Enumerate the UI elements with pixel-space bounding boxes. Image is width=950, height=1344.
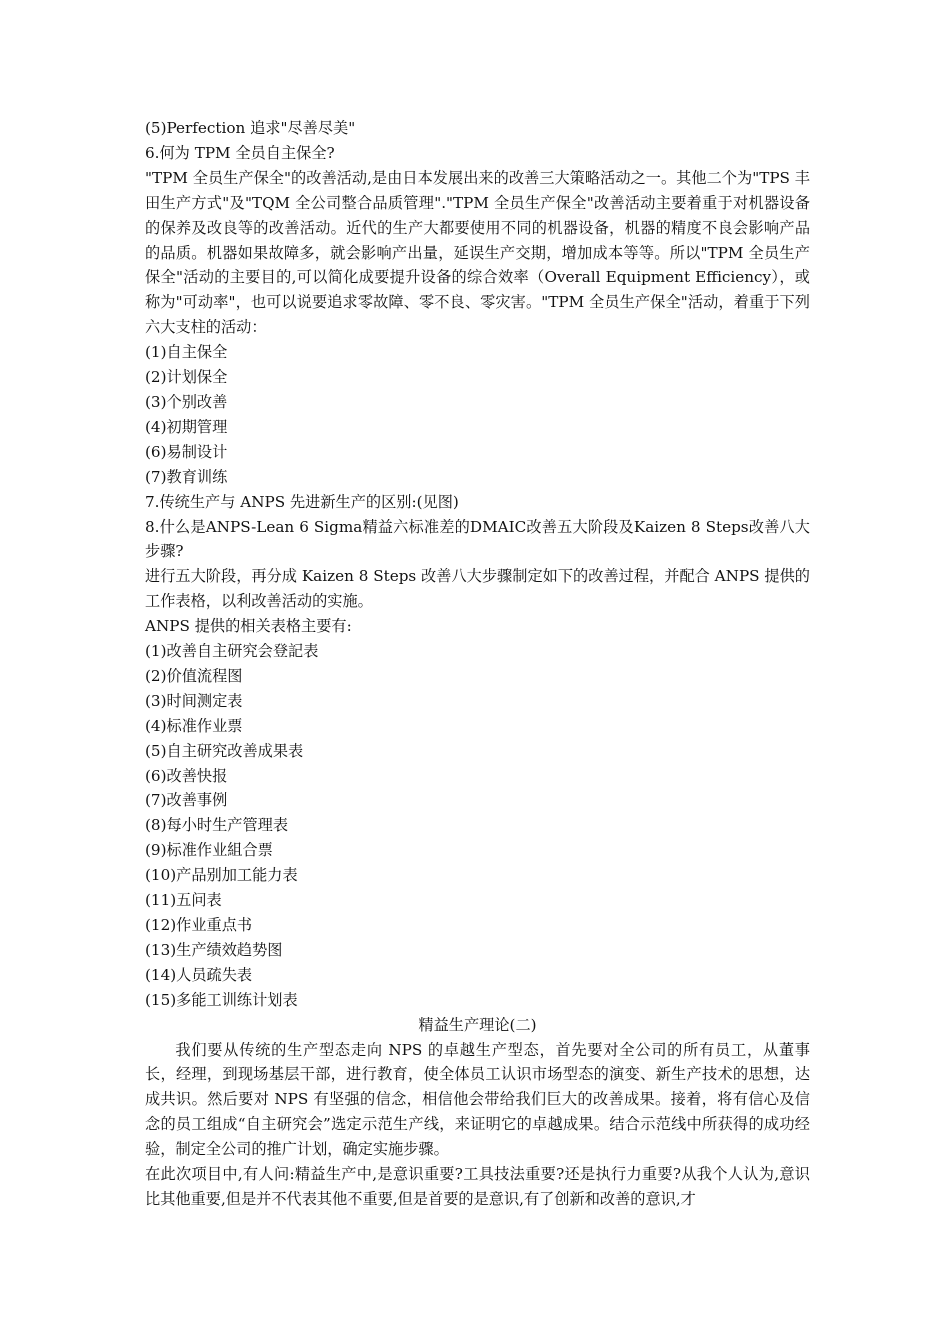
- question-7: 7.传统生产与 ANPS 先进新生产的区别:(见图): [145, 492, 459, 511]
- list-item: (2)计划保全: [145, 368, 228, 387]
- list-item: (4)标准作业票: [145, 716, 243, 735]
- list-item: (13)生产绩效趋势图: [145, 940, 283, 959]
- list-item: (1)改善自主研究会登記表: [145, 642, 319, 661]
- anps-forms-list: [145, 639, 810, 1013]
- list-item: (4)初期管理: [145, 417, 228, 436]
- list-item: (7)改善事例: [145, 791, 228, 810]
- list-item: (14)人员疏失表: [145, 965, 253, 984]
- list-item: (12)作业重点书: [145, 916, 253, 934]
- section-title: 精益生产理论(二): [418, 1015, 537, 1034]
- body-paragraph: 在此次项目中,有人问:精益生产中,是意识重要?工具技法重要?还是执行力重要?从我个人认为,意识比其他重要,但是并不代表其他不重要,但是首要的是意识,有了创新和改善的意识,才: [145, 1165, 810, 1208]
- list-item: (8)每小时生产管理表: [145, 816, 289, 835]
- list-item: (7)教育训练: [145, 467, 228, 486]
- list-item: (3)个别改善: [145, 392, 228, 411]
- list-item: (1)自主保全: [145, 343, 228, 362]
- question-6-heading: 6.何为 TPM 全员自主保全?: [145, 143, 335, 162]
- list-item: (9)标准作业組合票: [145, 841, 273, 860]
- list-item: (5)自主研究改善成果表: [145, 741, 304, 760]
- list-item: (10)产品别加工能力表: [145, 866, 298, 885]
- list-item: (11)五问表: [145, 891, 222, 910]
- forms-heading: ANPS 提供的相关表格主要有:: [145, 617, 352, 636]
- question-6-answer: "TPM 全员生产保全"的改善活动,是由日本发展出来的改善三大策略活动之一。其他二个为"TPS 丰田生产方式"及"TQM 全公司整合品质管理"."TPM 全员生产保全"改善活动主要着重于对机器设备的保养及改良等的改善活动。近代的生产大都要使用不同的机器设备，机器的精度不良会影响产品的品质。机器如果故障多，就会影响产出量，延误生产交期，增加成本等等。所以"TPM 全员生产保全"活动的主要目的,可以简化成要提升设备的综合效率（Overall Equipment Efficiency），或称为"可动率"，也可以说要追求零故障、零不良、零灾害。"TPM 全员生产保全"活动，着重于下列六大支柱的活动：: [145, 168, 810, 337]
- list-item: (3)时间测定表: [145, 691, 243, 710]
- question-8-heading: 8.什么是ANPS-Lean 6 Sigma精益六标准差的DMAIC改善五大阶段及Kaizen 8 Steps改善八大步骤?: [145, 517, 810, 561]
- list-item: (6)改善快报: [145, 766, 228, 785]
- body-paragraph: 我们要从传统的生产型态走向 NPS 的卓越生产型态，首先要对全公司的所有员工，从董事长，经理，到现场基层干部，进行教育，使全体员工认识市场型态的演变、新生产技术的思想，达成共识。然后要对 NPS 有坚强的信念，相信他会带给我们巨大的改善成果。接着，将有信心及信念的员工组成“自主研究会”选定示范生产线，来证明它的卓越成果。结合示范线中所获得的成功经验，制定全公司的推广计划，确定实施步骤。: [145, 1040, 810, 1159]
- tpm-pillars-list: [145, 340, 810, 489]
- question-8-answer: 进行五大阶段，再分成 Kaizen 8 Steps 改善八大步骤制定如下的改善过程，并配合 ANPS 提供的工作表格，以利改善活动的实施。: [145, 567, 810, 611]
- list-item: (6)易制设计: [145, 442, 228, 461]
- principle-item-5: (5)Perfection 追求"尽善尽美": [145, 119, 356, 137]
- document-page: [145, 116, 810, 1212]
- list-item: (2)价值流程图: [145, 666, 243, 685]
- list-item: (15)多能工训练计划表: [145, 990, 298, 1009]
